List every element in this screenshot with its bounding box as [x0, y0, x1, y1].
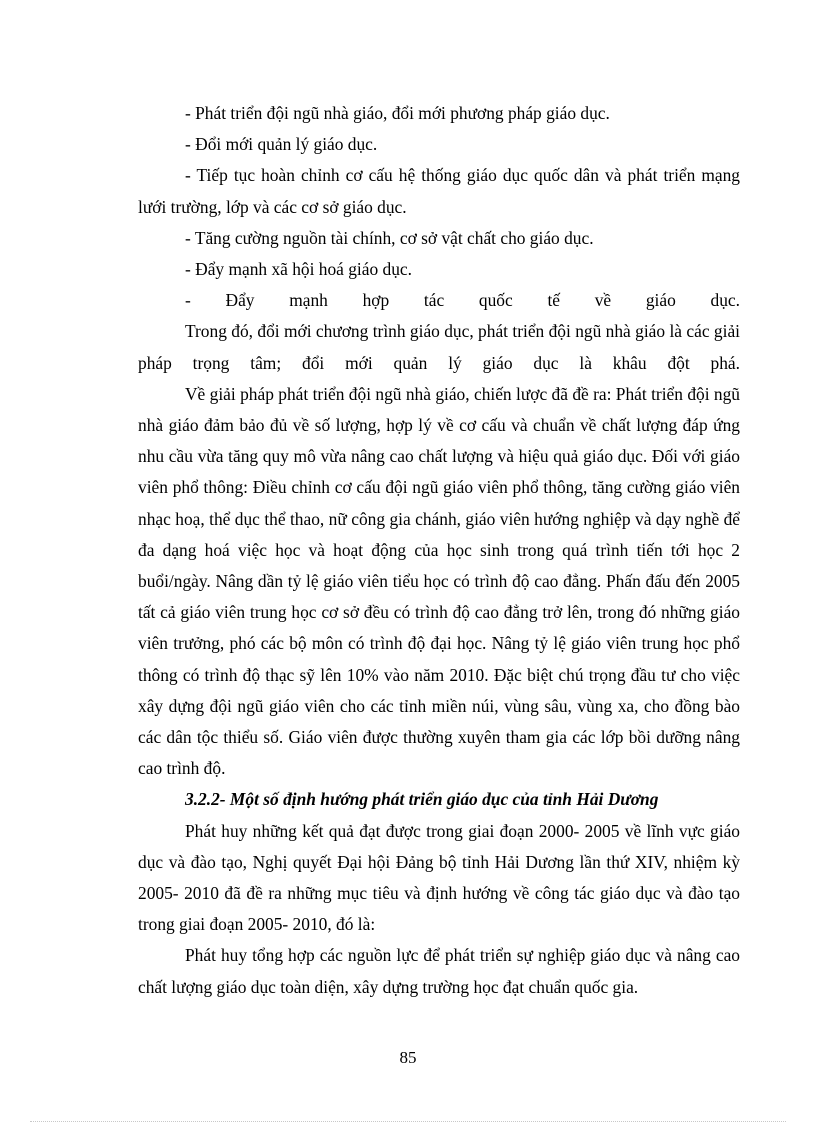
page-bottom-divider	[30, 1121, 786, 1122]
bullet-teacher-development: - Phát triển đội ngũ nhà giáo, đổi mới phương pháp giáo dục.	[185, 103, 610, 123]
bullet-socialization: - Đẩy mạnh xã hội hoá giáo dục.	[185, 259, 412, 280]
bullet-international-cooperation: - Đẩy mạnh hợp tác quốc tế về giáo dục.	[185, 290, 740, 311]
paragraph-teacher-strategy: Về giải pháp phát triển đội ngũ nhà giáo, chiến lược đã đề ra: Phát triển đội ngũ nhà giáo đảm bảo đủ về số lượng, hợp lý về cơ cấu và chuẩn về chất lượng đáp ứng nhu cầu vừa tăng quy mô vừa nâng cao chất lượng và hiệu quả giáo dục. Đối với giáo viên phổ thông: Điều chỉnh cơ cấu đội ngũ giáo viên phổ thông, tăng cường giáo viên nhạc hoạ, thể dục thể thao, nữ công gia chánh, giáo viên hướng nghiệp và dạy nghề để đa dạng hoá việc học và hoạt động của học sinh trong quá trình tiến tới học 2 buổi/ngày. Nâng dần tỷ lệ giáo viên tiểu học có trình độ cao đẳng. Phấn đấu đến 2005 tất cả giáo viên trung học cơ sở đều có trình độ cao đẳng trở lên, trong đó những giáo viên trưởng, phó các bộ môn có trình độ đại học. Nâng tỷ lệ giáo viên trung học phổ thông có trình độ thạc sỹ lên 10% vào năm 2010. Đặc biệt chú trọng đầu tư cho việc xây dựng đội ngũ giáo viên cho các tỉnh miền núi, vùng sâu, vùng xa, cho đồng bào các dân tộc thiểu số. Giáo viên được thường xuyên tham gia các lớp bồi dưỡng nâng cao trình độ.	[138, 383, 740, 779]
bullet-management-reform: - Đổi mới quản lý giáo dục.	[185, 134, 378, 155]
paragraph-key-solutions: Trong đó, đổi mới chương trình giáo dục, phát triển đội ngũ nhà giáo là các giải pháp trọng tâm; đổi mới quản lý giáo dục là khâu đột phá.	[138, 321, 740, 373]
document-body	[138, 98, 740, 1003]
bullet-finance: - Tăng cường nguồn tài chính, cơ sở vật chất cho giáo dục.	[185, 227, 594, 248]
page-number: 85	[399, 1048, 417, 1067]
paragraph-goal: Phát huy tổng hợp các nguồn lực để phát triển sự nghiệp giáo dục và nâng cao chất lượng giáo dục toàn diện, xây dựng trường học đạt chuẩn quốc gia.	[138, 945, 740, 997]
section-heading: 3.2.2- Một số định hướng phát triển giáo dục của tỉnh Hải Dương	[185, 789, 659, 810]
bullet-system-structure: - Tiếp tục hoàn chỉnh cơ cấu hệ thống giáo dục quốc dân và phát triển mạng lưới trường, lớp và các cơ sở giáo dục.	[138, 165, 740, 217]
paragraph-resolution: Phát huy những kết quả đạt được trong giai đoạn 2000- 2005 về lĩnh vực giáo dục và đào tạo, Nghị quyết Đại hội Đảng bộ tỉnh Hải Dương lần thứ XIV, nhiệm kỳ 2005- 2010 đã đề ra những mục tiêu và định hướng về công tác giáo dục và đào tạo trong giai đoạn 2005- 2010, đó là:	[138, 820, 740, 935]
